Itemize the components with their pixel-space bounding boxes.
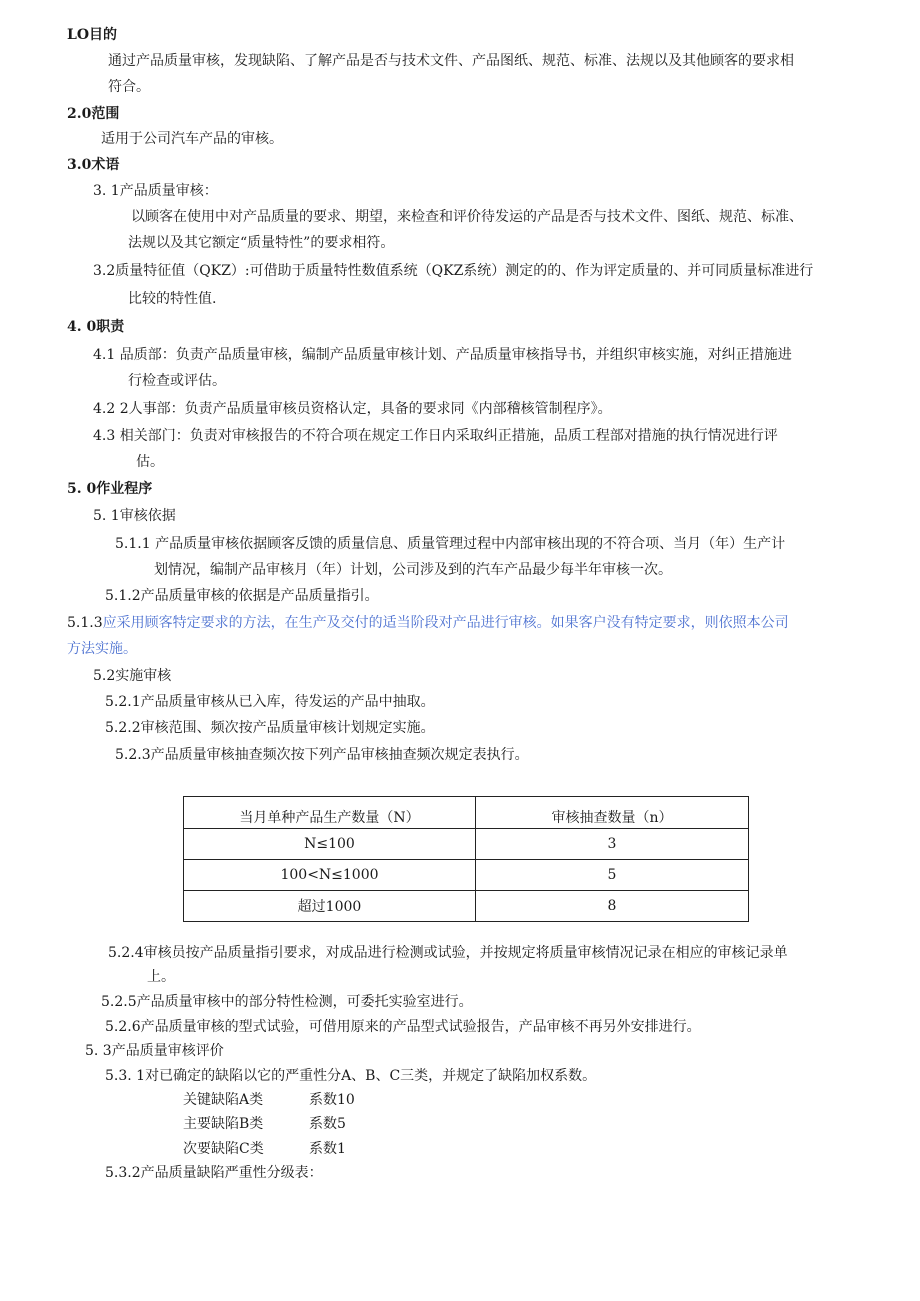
section-1-heading: LO目的 xyxy=(67,27,118,43)
para-5-2-4-line1: 5.2.4审核员按产品质量指引要求，对成品进行检测或试验，并按规定将质量审核情况记录在相应的审核记录单 xyxy=(108,945,788,961)
para-5-3-1: 5.3. 1对已确定的缺陷以它的严重性分A、B、C三类，并规定了缺陷加权系数。 xyxy=(105,1068,597,1084)
table-cell-production: 超过1000 xyxy=(184,891,476,922)
sampling-frequency-table xyxy=(183,796,749,922)
defect-class-b-coef: 系数5 xyxy=(309,1116,346,1132)
para-5-1-1-line2: 划情况，编制产品审核月（年）计划，公司涉及到的汽车产品最少每半年审核一次。 xyxy=(154,562,672,578)
table-cell-sample: 8 xyxy=(476,891,749,922)
para-5-1-2: 5.1.2产品质量审核的依据是产品质量指引。 xyxy=(105,588,379,604)
section-2-heading: 2.0范围 xyxy=(67,106,120,122)
para-5-1-1-line1: 5.1.1 产品质量审核依据顾客反馈的质量信息、质量管理过程中内部审核出现的不符合项、当月（年）生产计 xyxy=(115,536,786,552)
para-5-1-3-number: 5.1.3 xyxy=(67,615,103,631)
table-row xyxy=(184,891,749,922)
duty-4-2: 4.2 2人事部：负责产品质量审核员资格认定，具备的要求同《内部稽核管制程序》。 xyxy=(93,401,612,417)
sub-5-1-heading: 5. 1审核依据 xyxy=(93,508,176,524)
section-2-body: 适用于公司汽车产品的审核。 xyxy=(101,131,283,147)
section-1-body-line2: 符合。 xyxy=(108,79,150,95)
para-5-1-3-line1 xyxy=(67,614,789,632)
para-5-2-5: 5.2.5产品质量审核中的部分特性检测，可委托实验室进行。 xyxy=(101,994,473,1010)
para-5-2-2: 5.2.2审核范围、频次按产品质量审核计划规定实施。 xyxy=(105,720,435,736)
defect-class-a-coef: 系数10 xyxy=(309,1092,355,1108)
table-row xyxy=(184,860,749,891)
para-5-2-4-line2: 上。 xyxy=(147,969,175,985)
para-5-2-3: 5.2.3产品质量审核抽查频次按下列产品审核抽查频次规定表执行。 xyxy=(115,747,529,763)
duty-4-1-line2: 行检查或评估。 xyxy=(128,373,226,389)
duty-4-1-line1: 4.1 品质部：负责产品质量审核，编制产品质量审核计划、产品质量审核指导书，并组织审核实施，对纠正措施进 xyxy=(93,347,792,363)
term-3-2-line2: 比较的特性值. xyxy=(128,291,217,307)
defect-class-a: 关键缺陷A类 xyxy=(183,1092,264,1108)
table-header-row xyxy=(184,797,749,829)
duty-4-3-line1: 4.3 相关部门：负责对审核报告的不符合项在规定工作日内采取纠正措施，品质工程部对措施的执行情况进行评 xyxy=(93,428,778,444)
term-3-1-title: 3. 1产品质量审核： xyxy=(93,183,218,199)
sub-5-2-heading: 5.2实施审核 xyxy=(93,668,172,684)
defect-class-c: 次要缺陷C类 xyxy=(183,1141,264,1157)
section-5-heading: 5. 0作业程序 xyxy=(67,481,153,497)
table-header-production-qty: 当月单种产品生产数量（N） xyxy=(184,797,476,829)
table-header-sample-qty: 审核抽查数量（n） xyxy=(476,797,749,829)
table-cell-sample: 3 xyxy=(476,829,749,860)
defect-class-b: 主要缺陷B类 xyxy=(183,1116,264,1132)
term-3-1-line2: 法规以及其它额定“质量特性”的要求相符。 xyxy=(128,235,395,251)
section-4-heading: 4. 0职责 xyxy=(67,319,125,335)
para-5-2-1: 5.2.1产品质量审核从已入库，待发运的产品中抽取。 xyxy=(105,694,435,710)
para-5-3-2: 5.3.2产品质量缺陷严重性分级表： xyxy=(105,1165,323,1181)
para-5-2-6: 5.2.6产品质量审核的型式试验，可借用原来的产品型式试验报告，产品审核不再另外安排进行。 xyxy=(105,1019,701,1035)
para-5-1-3-line2: 方法实施。 xyxy=(67,641,137,657)
section-3-heading: 3.0术语 xyxy=(67,157,120,173)
table-cell-sample: 5 xyxy=(476,860,749,891)
term-3-2-line1: 3.2质量特征值（QKZ）:可借助于质量特性数值系统（QKZ系统）测定的的、作为评定质量的、并可同质量标准进行 xyxy=(93,263,814,279)
sub-5-3-heading: 5. 3产品质量审核评价 xyxy=(85,1043,224,1059)
section-1-body-line1: 通过产品质量审核，发现缺陷、了解产品是否与技术文件、产品图纸、规范、标准、法规以及其他顾客的要求相 xyxy=(108,53,794,69)
table-cell-production: 100<N≤1000 xyxy=(184,860,476,891)
table-cell-production: N≤100 xyxy=(184,829,476,860)
defect-class-c-coef: 系数1 xyxy=(309,1141,346,1157)
term-3-1-line1: 以顾客在使用中对产品质量的要求、期望，来检查和评价待发运的产品是否与技术文件、图纸、规范、标准、 xyxy=(131,209,803,225)
duty-4-3-line2: 估。 xyxy=(136,454,164,470)
para-5-1-3-text: 应采用顾客特定要求的方法，在生产及交付的适当阶段对产品进行审核。如果客户没有特定要求，则依照本公司 xyxy=(102,615,789,631)
table-row xyxy=(184,829,749,860)
